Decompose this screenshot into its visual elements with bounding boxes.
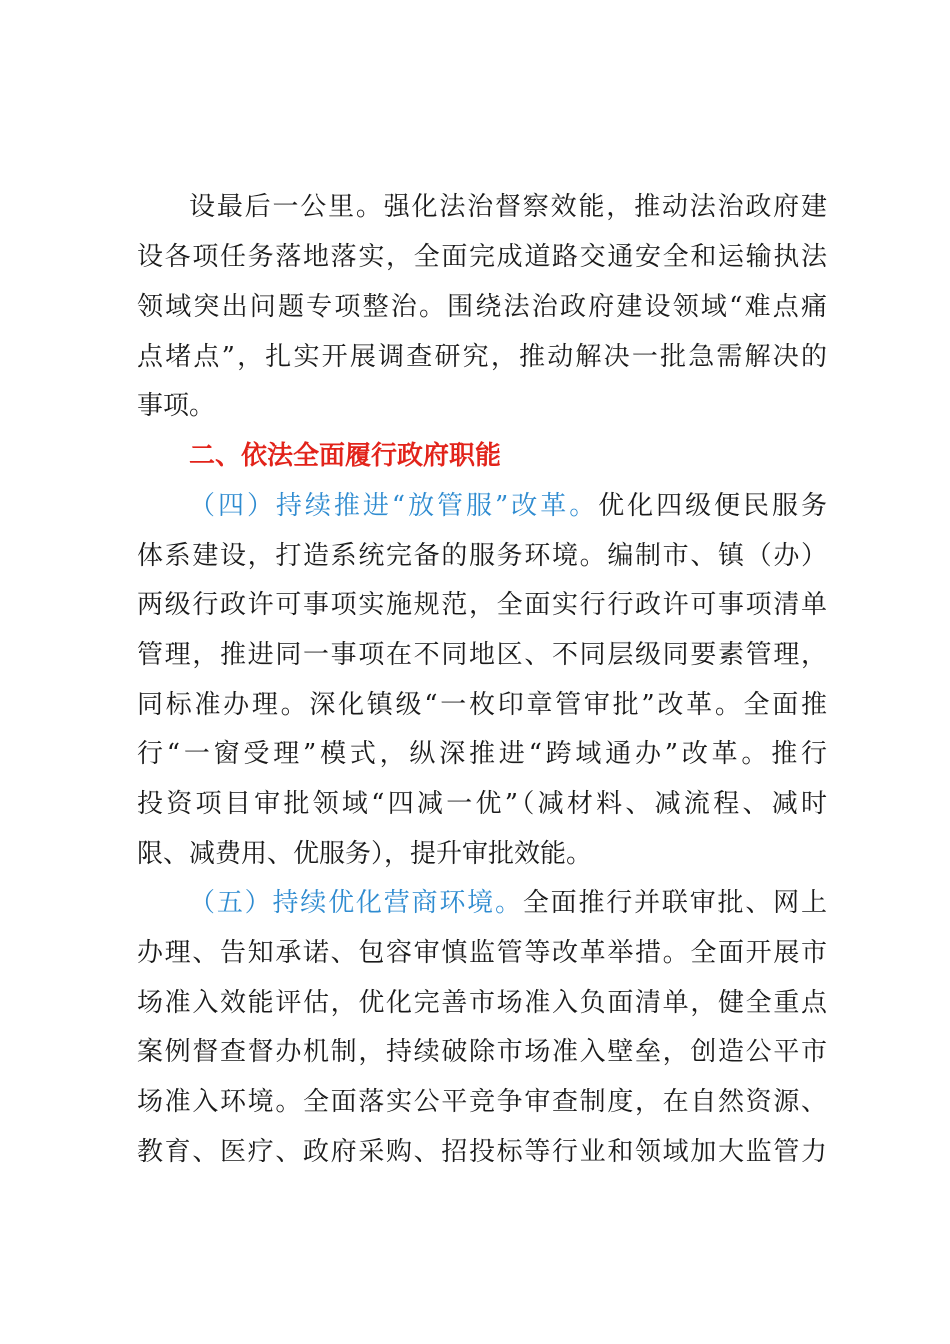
item4-first-line-rest: 优化四级便民服务 xyxy=(598,491,827,521)
paragraph-line: 场准入环境。全面落实公平竞争审查制度，在自然资源、 xyxy=(137,1087,827,1117)
paragraph-line: 场准入效能评估，优化完善市场准入负面清单，健全重点 xyxy=(137,988,827,1018)
paragraph-line: 管理，推进同一事项在不同地区、不同层级同要素管理， xyxy=(137,640,827,670)
paragraph-line: 设最后一公里。强化法治督察效能，推动法治政府建 xyxy=(189,192,827,222)
paragraph-line: 体系建设，打造系统完备的服务环境。编制市、镇（办） xyxy=(137,541,827,571)
paragraph-line: 办理、告知承诺、包容审慎监管等改革举措。全面开展市 xyxy=(137,938,827,968)
paragraph-line: 两级行政许可事项实施规范，全面实行行政许可事项清单 xyxy=(137,590,827,620)
paragraph-line: 设各项任务落地落实，全面完成道路交通安全和运输执法 xyxy=(137,242,827,272)
item5-title: （五）持续优化营商环境。 xyxy=(189,888,523,918)
paragraph-line: 限、减费用、优服务），提升审批效能。 xyxy=(137,839,593,869)
paragraph-line: 投资项目审批领域“四减一优”（减材料、减流程、减时 xyxy=(137,789,827,819)
paragraph-line: 领域突出问题专项整治。围绕法治政府建设领域“难点痛 xyxy=(137,292,827,322)
paragraph-line: 行“一窗受理”模式，纵深推进“跨域通办”改革。推行 xyxy=(137,739,827,769)
paragraph-line: 案例督查督办机制，持续破除市场准入壁垒，创造公平市 xyxy=(137,1037,827,1067)
item5-first-line xyxy=(189,883,827,923)
item4-first-line xyxy=(189,486,827,526)
paragraph-line: 事项。 xyxy=(137,391,216,421)
paragraph-line: 点堵点”，扎实开展调查研究，推动解决一批急需解决的 xyxy=(137,342,827,372)
section-heading: 二、依法全面履行政府职能 xyxy=(189,441,502,471)
item4-title: （四）持续推进“放管服”改革。 xyxy=(189,491,599,521)
item5-first-line-rest: 全面推行并联审批、网上 xyxy=(522,888,827,918)
paragraph-line: 同标准办理。深化镇级“一枚印章管审批”改革。全面推 xyxy=(137,690,827,720)
paragraph-line: 教育、医疗、政府采购、招投标等行业和领域加大监管力 xyxy=(137,1137,827,1167)
